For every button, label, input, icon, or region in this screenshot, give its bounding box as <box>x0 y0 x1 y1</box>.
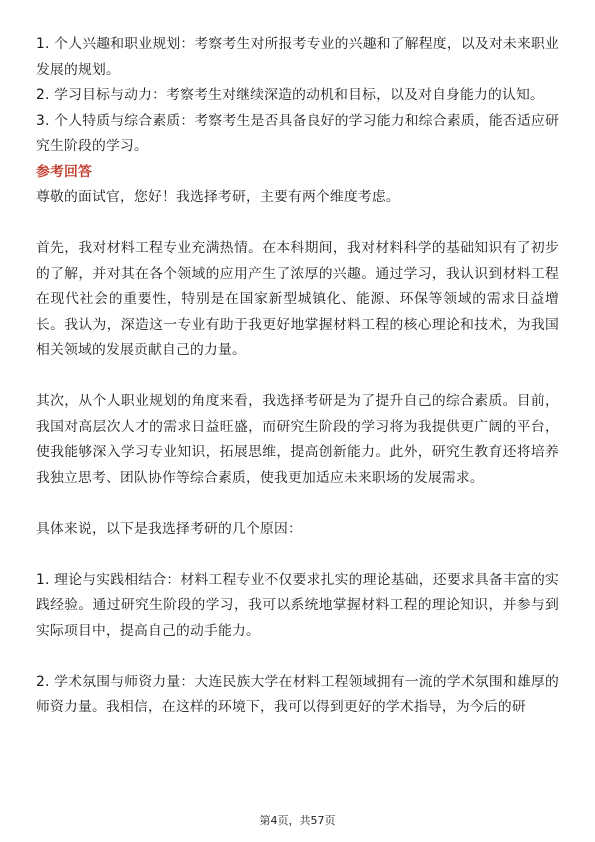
page-content <box>36 32 559 721</box>
paragraph-gap <box>36 644 559 670</box>
criteria-item-1: 1. 个人兴趣和职业规划：考察考生对所报考专业的兴趣和了解程度，以及对未来职业发展的规划。 <box>36 36 559 78</box>
answer-second-paragraph: 其次，从个人职业规划的角度来看，我选择考研是为了提升自己的综合素质。目前，我国对高层次人才的需求日益旺盛，而研究生阶段的学习将为我提供更广阔的平台，使我能够深入学习专业知识，拓展思维，提高创新能力。此外，研究生教育还将培养我独立思考、团队协作等综合素质，使我更加适应未来职场的发展需求。 <box>36 393 559 486</box>
reference-answer-heading: 参考回答 <box>36 163 92 180</box>
criteria-item-2: 2. 学习目标与动力：考察考生对继续深造的动机和目标，以及对自身能力的认知。 <box>36 87 545 103</box>
answer-first-paragraph: 首先，我对材料工程专业充满热情。在本科期间，我对材料科学的基础知识有了初步的了解，并对其在各个领域的应用产生了浓厚的兴趣。通过学习，我认识到材料工程在现代社会的重要性，特别是在国家新型城镇化、能源、环保等领域的需求日益增长。我认为，深造这一专业有助于我更好地掌握材料工程的核心理论和技术，为我国相关领域的发展贡献自己的力量。 <box>36 240 559 358</box>
answer-specific-intro: 具体来说，以下是我选择考研的几个原因： <box>36 520 302 537</box>
answer-reason-2: 2. 学术氛围与师资力量：大连民族大学在材料工程领域拥有一流的学术氛围和雄厚的师资力量。我相信，在这样的环境下，我可以得到更好的学术指导，为今后的研 <box>36 673 559 715</box>
criteria-item-3: 3. 个人特质与综合素质：考察考生是否具备良好的学习能力和综合素质，能否适应研究生阶段的学习。 <box>36 112 559 154</box>
paragraph-gap <box>36 542 559 568</box>
answer-reason-1: 1. 理论与实践相结合：材料工程专业不仅要求扎实的理论基础，还要求具备丰富的实践经验。通过研究生阶段的学习，我可以系统地掌握材料工程的理论知识，并参与到实际项目中，提高自己的动手能力。 <box>36 571 559 639</box>
paragraph-gap <box>36 364 559 390</box>
answer-greeting: 尊敬的面试官，您好！我选择考研，主要有两个维度考虑。 <box>36 189 400 205</box>
paragraph-gap <box>36 211 559 237</box>
paragraph-gap <box>36 491 559 517</box>
page-number-footer: 第4页，共57页 <box>259 814 336 827</box>
